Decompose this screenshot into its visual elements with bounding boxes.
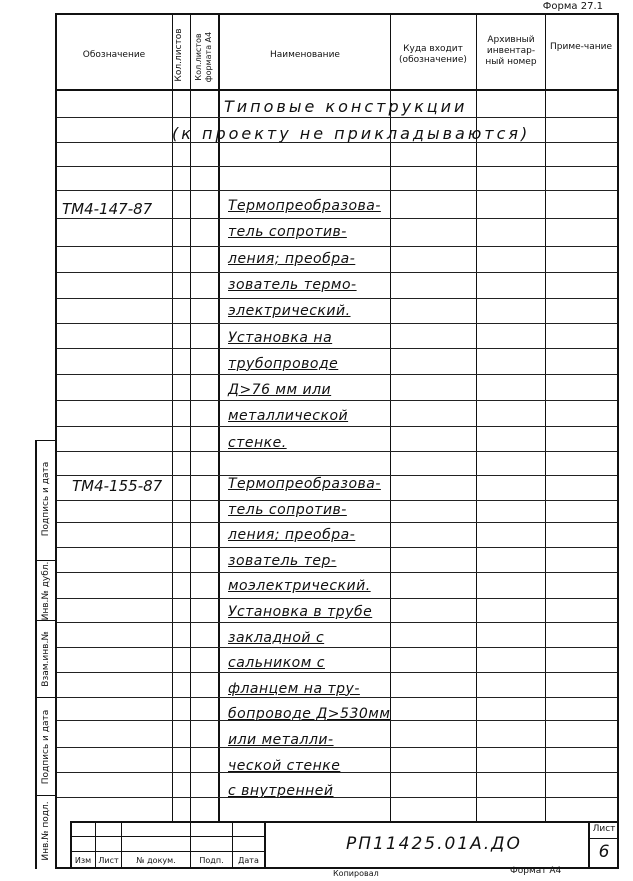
item-line: моэлектрический. <box>228 578 371 595</box>
item-line: сальником с <box>228 655 325 672</box>
col-line-6 <box>545 13 546 821</box>
row-line <box>57 622 617 623</box>
row-line <box>57 598 617 599</box>
header-primechanie: Приме-чание <box>549 42 612 52</box>
stamp-doc-code: РП11425.01А.ДО <box>346 834 522 854</box>
item-line: металлической <box>228 408 349 425</box>
item-line: трубопроводе <box>228 355 339 372</box>
row-line <box>57 323 617 324</box>
row-line <box>57 218 617 219</box>
header-kuda-vhodit: Куда входит (обозначение) <box>399 44 467 65</box>
item-line: или металли- <box>228 732 334 748</box>
header-kol-listov-a4: Кол.листов формата А4 <box>194 31 213 83</box>
row-line <box>57 426 617 427</box>
item-line: электрический. <box>228 303 351 320</box>
row-line <box>57 697 617 698</box>
item-line: Установка на <box>228 329 333 346</box>
frame-right <box>617 13 619 869</box>
row-line <box>57 190 617 191</box>
item-line: ческой стенке <box>228 757 341 774</box>
row-line <box>57 797 617 798</box>
item-line: зователь термо- <box>228 276 357 293</box>
row-line <box>57 547 617 548</box>
stamp-list-number: 6 <box>598 842 610 862</box>
row-line <box>57 522 617 523</box>
stamp-top-line <box>70 821 619 823</box>
item-line: ления; преобра- <box>228 527 356 544</box>
side-podpis-data-1: Подпись и дата <box>41 461 51 537</box>
row-line <box>57 272 617 273</box>
stamp-list: Лист <box>98 856 119 865</box>
stamp-row-line-1 <box>70 836 266 837</box>
stamp-podp: Подп. <box>199 856 224 865</box>
header-bottom-line <box>55 89 619 91</box>
item-line: ления; преобра- <box>228 250 356 267</box>
item-line: стенке. <box>228 434 287 451</box>
row-line <box>57 572 617 573</box>
frame-top <box>55 13 619 15</box>
stamp-list-label: Лист <box>592 824 616 834</box>
form-number: Форма 27.1 <box>542 1 603 12</box>
row-line <box>57 747 617 748</box>
item-line: Д>76 мм или <box>228 382 332 399</box>
code-tm4-155-87: ТМ4-155-87 <box>72 477 163 495</box>
stamp-data: Дата <box>238 856 259 865</box>
header-kol-listov: Кол.листов <box>174 28 184 82</box>
item-line: фланцем на тру- <box>228 680 360 697</box>
row-line <box>57 400 617 401</box>
footer-kopiroval: Копировал <box>333 869 379 878</box>
row-line <box>57 374 617 375</box>
row-line <box>57 298 617 299</box>
item-line: тель сопротив- <box>228 224 347 241</box>
side-vzam-inv: Взам.инв.№ <box>41 631 51 687</box>
item-line: Термопреобразова- <box>228 198 381 214</box>
item-line: бопроводе Д>530мм <box>228 706 391 723</box>
item-line: Термопреобразова- <box>228 476 381 492</box>
row-line <box>57 166 617 167</box>
header-oboznachenie: Обозначение <box>82 50 146 60</box>
row-not-attached: (к проекту не прикладываются) <box>172 124 531 143</box>
item-line: закладной с <box>228 629 325 646</box>
stamp-col-5 <box>264 821 266 869</box>
side-podpis-data-2: Подпись и дата <box>41 709 51 785</box>
side-inv-podl: Инв.№ подл. <box>41 801 51 861</box>
row-line <box>57 672 617 673</box>
stamp-list-divider <box>588 838 619 839</box>
header-kol-listov-a4-cell <box>190 20 218 86</box>
row-line <box>57 451 617 452</box>
row-line <box>57 246 617 247</box>
item-line: с внутренней <box>228 783 334 800</box>
stamp-dokum: № докум. <box>136 856 176 865</box>
header-naimenovanie: Наименование <box>270 50 340 60</box>
row-typical-constructions: Типовые конструкции <box>224 97 468 116</box>
row-line <box>57 348 617 349</box>
item-line: зователь тер- <box>228 552 337 569</box>
side-inv-dubl: Инв.№ дубл. <box>41 561 51 621</box>
stamp-row-line-2 <box>70 851 266 852</box>
binding-strip-left <box>35 440 37 869</box>
code-tm4-147-87: ТМ4-147-87 <box>62 200 153 218</box>
item-line: тель сопротив- <box>228 501 347 518</box>
footer-format: Формат А4 <box>510 866 562 876</box>
item-line: Установка в трубе <box>228 604 373 620</box>
row-line <box>57 647 617 648</box>
stamp-izm: Изм <box>74 856 92 865</box>
header-arhivny: Архивный инвентар-ный номер <box>485 35 537 67</box>
row-line <box>57 117 617 118</box>
